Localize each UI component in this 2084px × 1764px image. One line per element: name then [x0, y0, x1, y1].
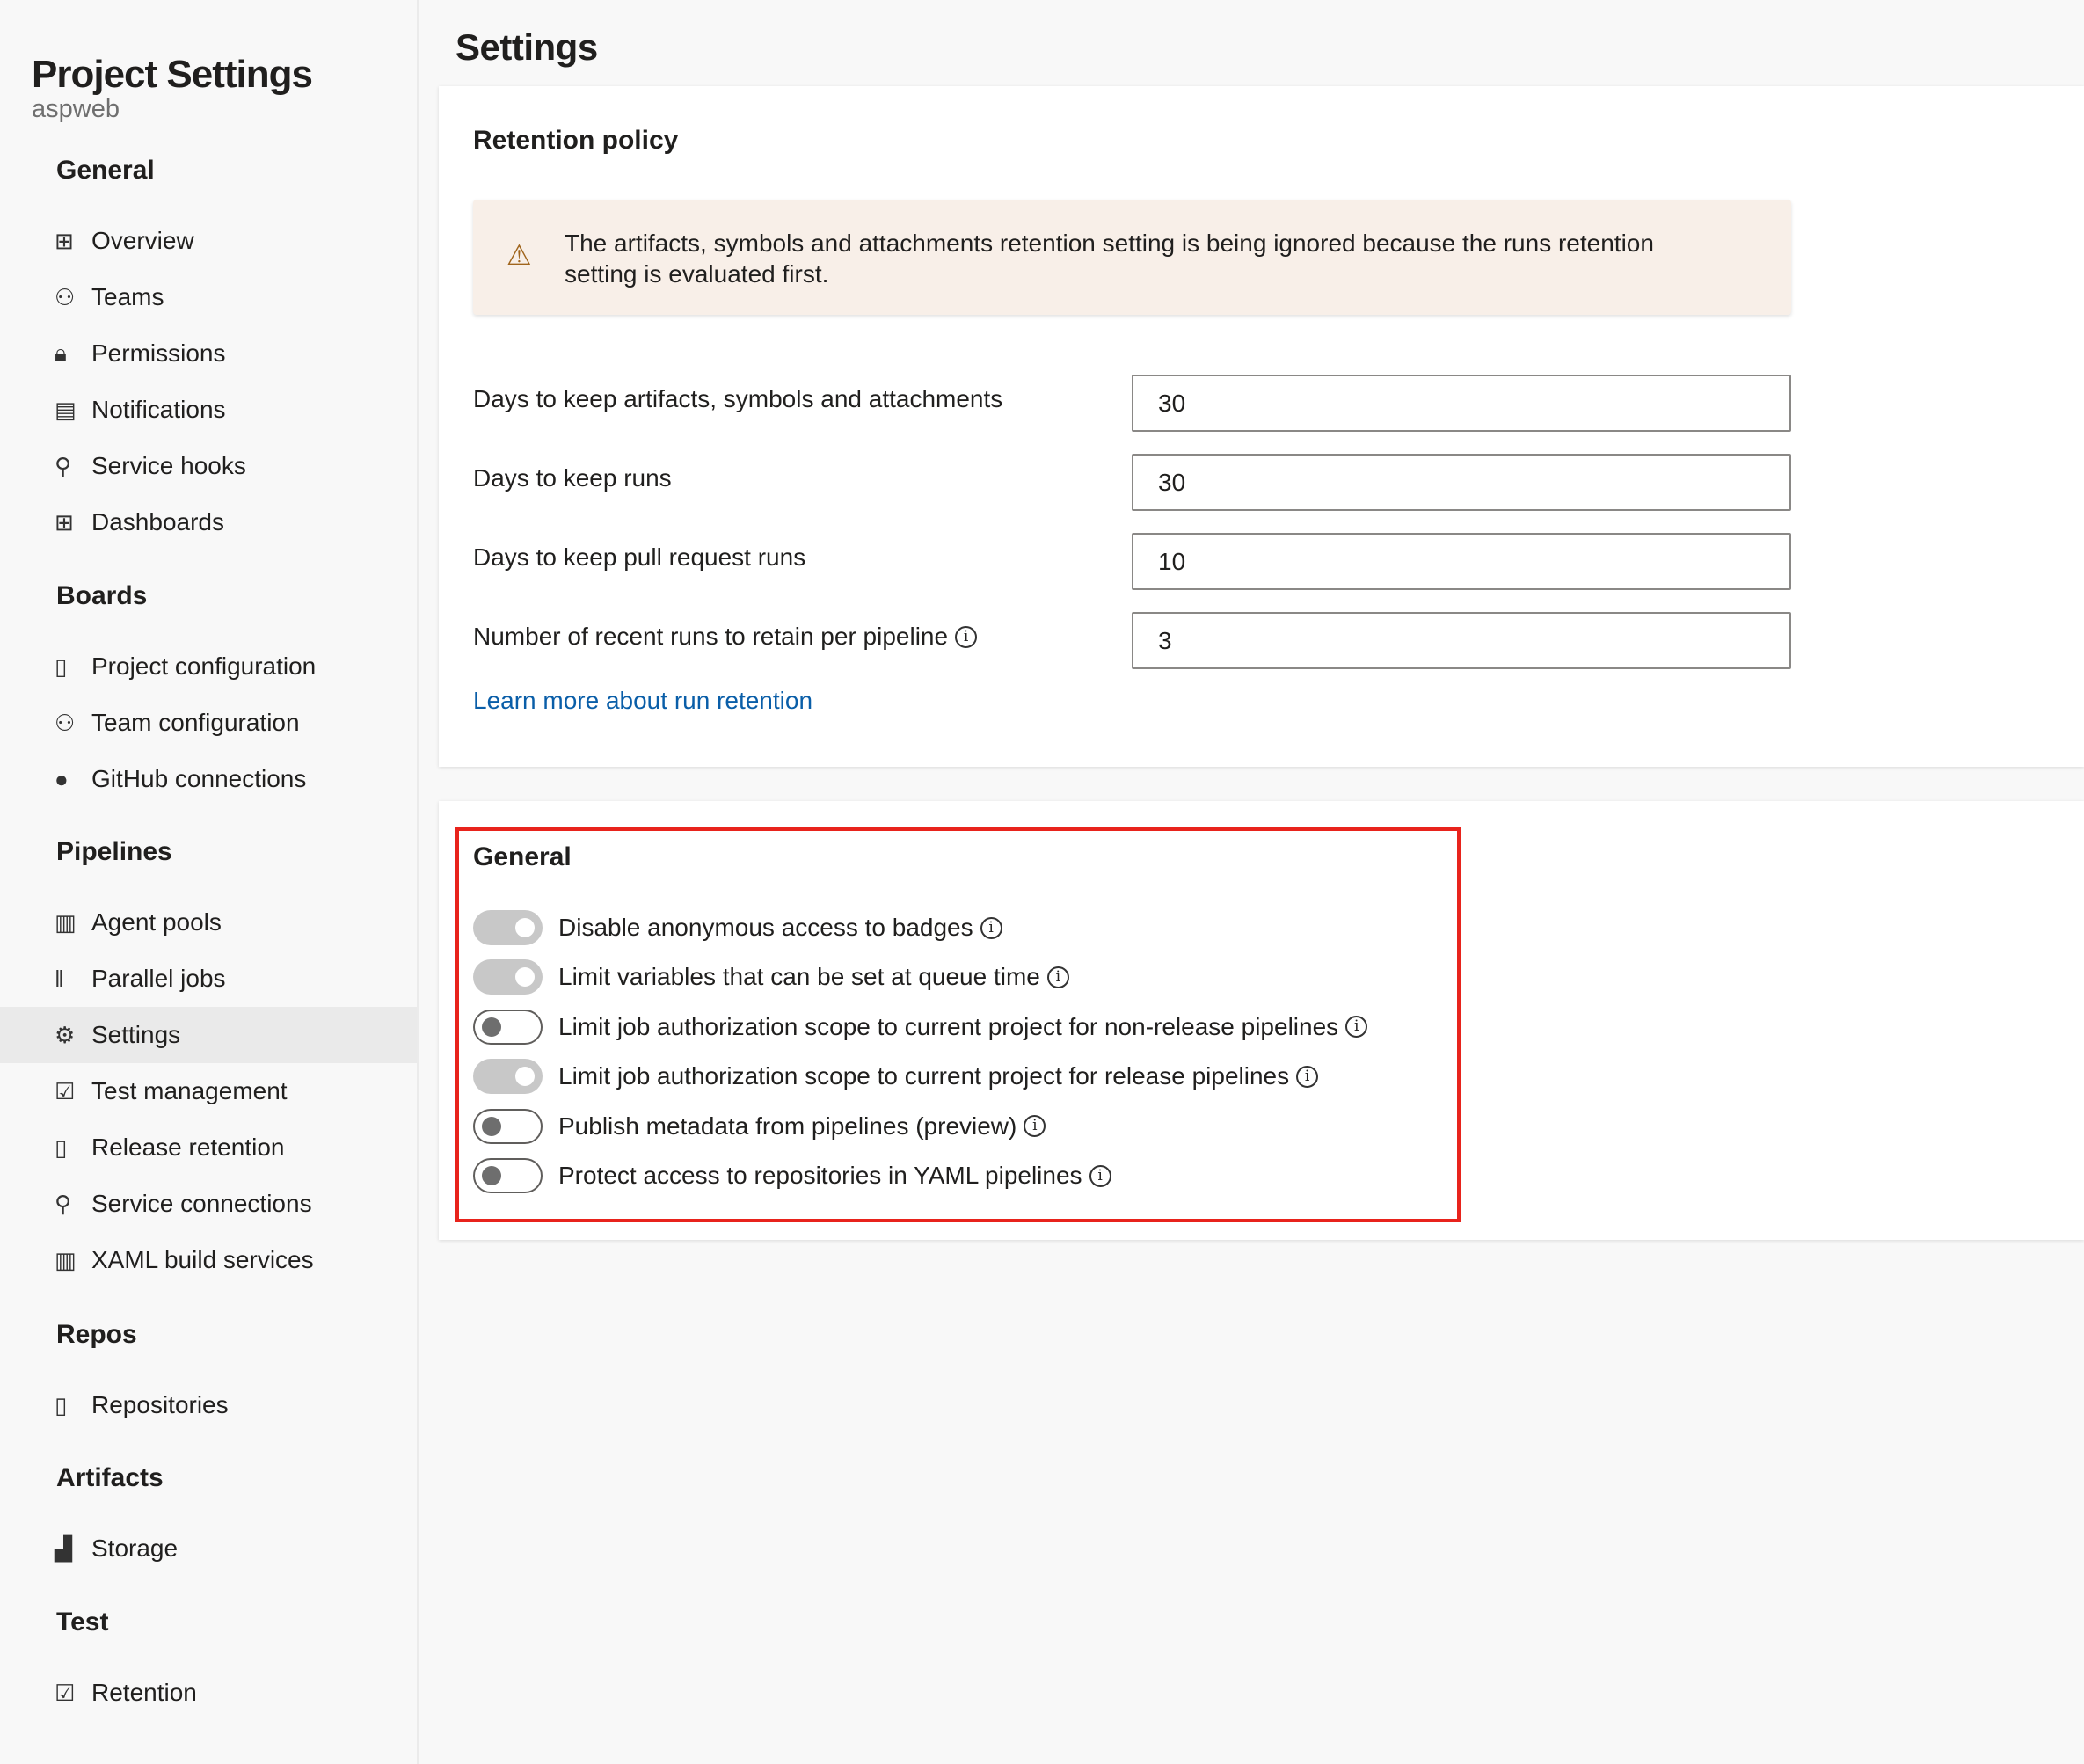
toggle-row	[473, 1059, 1318, 1094]
nav-group-heading: Repos	[56, 1320, 137, 1349]
sidebar-item-label: GitHub connections	[91, 765, 307, 792]
warning-icon: ⚠	[506, 239, 532, 271]
repo-icon: ▯	[55, 1391, 68, 1418]
toggle-row	[473, 910, 1002, 945]
toggle-switch[interactable]	[473, 1109, 543, 1144]
sidebar-item-label: Team configuration	[91, 709, 300, 736]
lock-icon: 🔒︎	[55, 339, 67, 366]
field-label	[473, 623, 977, 651]
toggle-switch[interactable]	[473, 1010, 543, 1045]
info-icon[interactable]: i	[1089, 1165, 1111, 1187]
teams-icon: ⚇	[55, 283, 76, 310]
sidebar-item-test-management[interactable]	[0, 1063, 417, 1119]
nav-group-heading: Pipelines	[56, 837, 172, 866]
field-label-text: Number of recent runs to retain per pipeline	[473, 623, 949, 650]
sidebar-item-label: Overview	[91, 227, 194, 254]
sidebar-item-label: Project configuration	[91, 652, 317, 680]
overview-icon: ⊞	[55, 227, 74, 254]
chat-icon: ▤	[55, 396, 77, 423]
sidebar-item-settings[interactable]	[0, 1007, 417, 1063]
sidebar-item-label: XAML build services	[91, 1246, 314, 1273]
retention-heading: Retention policy	[473, 126, 679, 155]
document-gear-icon: ▯	[55, 652, 68, 680]
sidebar-item-label: Service hooks	[91, 452, 246, 479]
field-label-text: Days to keep artifacts, symbols and attachments	[473, 385, 1003, 412]
sidebar-item-dashboards[interactable]	[0, 494, 417, 550]
warning-text: The artifacts, symbols and attachments retention setting is being ignored because the runs retention setting is evaluated first.	[565, 230, 1654, 288]
field-label-text: Days to keep runs	[473, 464, 672, 492]
info-icon[interactable]: i	[1047, 966, 1069, 988]
toggle-row	[473, 1158, 1111, 1193]
toggle-row	[473, 1010, 1367, 1045]
phone-icon: ▯	[55, 1133, 68, 1161]
info-icon[interactable]: i	[955, 626, 977, 648]
sidebar-item-label: Parallel jobs	[91, 965, 226, 992]
sidebar-item-repositories[interactable]	[0, 1377, 417, 1433]
toggle-switch[interactable]	[473, 959, 543, 995]
sidebar-item-label: Permissions	[91, 339, 226, 367]
info-icon[interactable]: i	[980, 917, 1002, 939]
warning-banner	[473, 200, 1791, 315]
sidebar-item-label: Settings	[91, 1021, 181, 1048]
toggle-label: Limit variables that can be set at queue time	[558, 963, 1040, 991]
sidebar-item-label: Dashboards	[91, 508, 224, 536]
team-gear-icon: ⚇	[55, 709, 76, 736]
plug-icon: ⚲	[55, 1190, 72, 1217]
agent-icon: ▥	[55, 908, 77, 936]
github-icon: ●	[55, 765, 69, 792]
nav-group-heading: General	[56, 156, 155, 185]
sidebar-item-retention[interactable]	[0, 1665, 417, 1721]
sidebar-item-label: Release retention	[91, 1133, 285, 1161]
retention-days-input[interactable]	[1132, 375, 1791, 432]
info-icon[interactable]: i	[1024, 1115, 1046, 1137]
sidebar-item-label: Storage	[91, 1534, 179, 1562]
toggle-switch[interactable]	[473, 1158, 543, 1193]
sidebar-item-label: Repositories	[91, 1391, 229, 1418]
dashboard-icon: ⊞	[55, 508, 74, 536]
nav-group-heading: Test	[56, 1607, 109, 1636]
sidebar-item-agent-pools[interactable]	[0, 894, 417, 951]
toggle-switch[interactable]	[473, 1059, 543, 1094]
nav-group-heading: Artifacts	[56, 1463, 164, 1492]
sidebar-title: Project Settings	[32, 53, 312, 96]
plug-icon: ⚲	[55, 452, 72, 479]
retention-days-input[interactable]	[1132, 454, 1791, 511]
sidebar-item-team-configuration[interactable]	[0, 695, 417, 751]
sidebar	[0, 0, 419, 1764]
parallel-icon: ‖	[55, 965, 64, 992]
field-label	[473, 464, 672, 492]
gear-icon: ⚙	[55, 1021, 76, 1048]
toggle-row	[473, 959, 1069, 995]
sidebar-item-storage[interactable]	[0, 1520, 417, 1577]
sidebar-item-project-configuration[interactable]	[0, 638, 417, 695]
toggle-label: Limit job authorization scope to current project for release pipelines	[558, 1062, 1290, 1090]
retention-policy-card	[439, 86, 2084, 767]
test-icon: ☑	[55, 1679, 76, 1706]
info-icon[interactable]: i	[1345, 1016, 1367, 1038]
toggle-label: Publish metadata from pipelines (preview)	[558, 1112, 1017, 1140]
sidebar-item-label: Notifications	[91, 396, 226, 423]
sidebar-item-label: Teams	[91, 283, 164, 310]
general-heading: General	[473, 842, 572, 871]
retention-days-input[interactable]	[1132, 612, 1791, 669]
sidebar-item-label: Retention	[91, 1679, 197, 1706]
field-label	[473, 543, 805, 572]
nav-group-heading: Boards	[56, 581, 148, 610]
sidebar-item-label: Agent pools	[91, 908, 222, 936]
sidebar-item-github-connections[interactable]	[0, 751, 417, 807]
sidebar-item-notifications[interactable]	[0, 382, 417, 438]
learn-more-link[interactable]: Learn more about run retention	[473, 687, 813, 714]
chart-icon: ▟	[55, 1534, 72, 1562]
page-title: Settings	[455, 26, 598, 68]
sidebar-item-teams[interactable]	[0, 269, 417, 325]
sidebar-item-service-connections[interactable]	[0, 1176, 417, 1232]
info-icon[interactable]: i	[1296, 1066, 1318, 1088]
sidebar-item-label: Service connections	[91, 1190, 312, 1217]
sidebar-item-label: Test management	[91, 1077, 288, 1104]
project-name: aspweb	[32, 95, 120, 123]
field-label-text: Days to keep pull request runs	[473, 543, 806, 571]
toggle-label: Protect access to repositories in YAML pipelines	[558, 1162, 1082, 1189]
toggle-switch[interactable]	[473, 910, 543, 945]
sidebar-item-xaml-build-services[interactable]	[0, 1232, 417, 1288]
sidebar-item-permissions[interactable]	[0, 325, 417, 382]
toggle-label: Limit job authorization scope to current project for non-release pipelines	[558, 1012, 1339, 1040]
sidebar-item-parallel-jobs[interactable]	[0, 951, 417, 1007]
retention-days-input[interactable]	[1132, 533, 1791, 590]
toggle-label: Disable anonymous access to badges	[558, 914, 973, 941]
test-icon: ☑	[55, 1077, 76, 1104]
field-label	[473, 385, 1002, 413]
toggle-row	[473, 1109, 1046, 1144]
agent-icon: ▥	[55, 1246, 77, 1273]
sidebar-item-release-retention[interactable]	[0, 1119, 417, 1176]
sidebar-item-service-hooks[interactable]	[0, 438, 417, 494]
sidebar-item-overview[interactable]	[0, 213, 417, 269]
